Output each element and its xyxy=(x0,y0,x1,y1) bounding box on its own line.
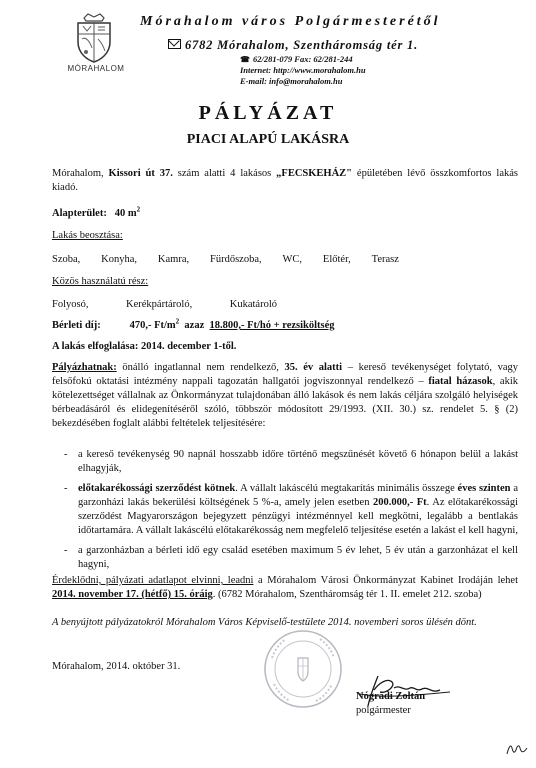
telephone-icon: ☎ xyxy=(240,55,250,64)
applicants-text-1: önálló ingatlannal nem rendelkező, xyxy=(116,362,285,373)
applicants-age: 35. év alatti xyxy=(284,362,343,373)
room-list xyxy=(52,253,399,267)
applicants-label: Pályázhatnak: xyxy=(52,362,117,373)
inquiry-text-1: a Mórahalom Városi Önkormányzat Kabinet Irodáján lehet xyxy=(253,575,518,586)
document-title: PÁLYÁZAT xyxy=(198,102,338,124)
rent-line xyxy=(52,319,335,333)
room-item: Kamra, xyxy=(157,254,190,265)
inquiry-paragraph xyxy=(52,574,518,602)
intro-paragraph xyxy=(52,167,518,195)
condition-lead: előtakarékossági szerződést kötnek xyxy=(78,483,236,494)
rent-price: 470,- Ft/m xyxy=(129,320,176,331)
applicants-paragraph xyxy=(52,361,518,431)
intro-street: Kissori út 37. xyxy=(108,168,173,179)
initials-mark-icon xyxy=(505,742,529,756)
condition-dash: - xyxy=(64,449,68,460)
inquiry-text-2: . (6782 Mórahalom, Szentháromság tér 1. II. emelet 212. szoba) xyxy=(212,589,482,600)
envelope-icon xyxy=(168,39,181,49)
intro-text-1: Mórahalom, xyxy=(52,168,109,179)
common-item: Kukatároló xyxy=(229,299,277,310)
area-value: 40 m xyxy=(114,208,137,219)
rent-label: Bérleti díj: xyxy=(52,320,101,331)
intro-text-3: épületében lévő összkomfortos lakás kiadó. xyxy=(52,168,518,193)
room-item: Szoba, xyxy=(52,254,81,265)
rent-monthly: 18.800,- Ft/hó + rezsiköltség xyxy=(209,320,335,331)
condition-text: a kereső tevékenység 90 napnál hosszabb időre történő megszűnését követő 6 hónapon belül a lakást elhagyják, xyxy=(78,449,518,474)
condition-text: . A vállalt lakáscélú megtakarítás minimális összege xyxy=(235,483,458,494)
room-item: Terasz xyxy=(371,254,399,265)
phone-fax-text: 62/281-079 Fax: 62/281-244 xyxy=(252,54,353,64)
applicants-text-2: – kereső tevékenységet folytató, vagy felsőfokú oktatási intézmény nappali tagozatán hallgatói jogviszonnyal rendelkező – xyxy=(52,362,518,387)
condition-bold: éves szinten xyxy=(457,483,511,494)
intro-text-2: szám alatti 4 lakásos xyxy=(172,168,277,179)
condition-dash: - xyxy=(64,545,68,556)
common-label: Közös használatú rész: xyxy=(52,276,149,287)
condition-item xyxy=(64,448,518,476)
common-list xyxy=(52,298,277,312)
condition-text: a garzonházi lakás bekerülési költségének 5 %-a, amely jelen esetben xyxy=(78,483,518,508)
letterhead-address xyxy=(168,38,418,53)
rent-azaz: azaz xyxy=(184,320,205,331)
condition-text: . Az előtakarékossági szerződést Magyarországon bejegyzett pénzügyi intézménnyel kell megkötni, legalább a bentlakás időtartamára. A vállalt lakáscélú előtakarékosság nem megfelelő teljesítése esetén a lakást el kell hagyni, xyxy=(78,497,518,536)
document-subtitle: PIACI ALAPÚ LAKÁSRA xyxy=(186,132,350,147)
common-item: Kerékpártároló, xyxy=(126,299,193,310)
condition-item xyxy=(64,482,518,538)
conditions-list xyxy=(64,448,518,578)
condition-text: a garzonházban a bérleti idő egy család esetében maximum 5 év lehet, 5 év után a garzonházat el kell hagyni, xyxy=(78,545,518,570)
room-item: Konyha, xyxy=(101,254,138,265)
area-label: Alapterület: xyxy=(52,208,107,219)
official-stamp-icon xyxy=(262,628,344,710)
room-item: Előtér, xyxy=(322,254,351,265)
letterhead-email: E-mail: info@morahalom.hu xyxy=(240,76,343,86)
intro-building-name: „FECSKEHÁZ" xyxy=(276,168,352,179)
inquiry-lead: Érdeklődni, pályázati adatlapot elvinni, leadni xyxy=(52,575,254,586)
applicants-young-couples: fiatal házasok xyxy=(428,376,493,387)
address-text: 6782 Mórahalom, Szentháromság tér 1. xyxy=(185,38,419,52)
applicants-text-3: , akik kötelezettséget vállalnak az Önkormányzat tulajdonában álló lakások és nem lakás céljára szolgáló helyiségek bérbeadásáról és elidegenítéséről szóló, többször módosított 29/1993. (XII. 30.) sz. rendelet 5. § (2) bekezdésében foglalt alábbi feltételek teljesítésére: xyxy=(52,376,518,429)
room-item: WC, xyxy=(282,254,303,265)
layout-label: Lakás beosztása: xyxy=(52,230,123,241)
occupancy-date: A lakás elfoglalása: 2014. december 1-től. xyxy=(52,341,237,352)
date-line: Mórahalom, 2014. október 31. xyxy=(52,661,181,672)
area-line xyxy=(52,207,140,221)
area-unit-exponent: 2 xyxy=(136,205,141,214)
room-item: Fürdőszoba, xyxy=(210,254,262,265)
condition-dash: - xyxy=(64,483,68,494)
signatory-name: Nógrádi Zoltán xyxy=(356,691,426,702)
letterhead-internet: Internet: http://www.morahalom.hu xyxy=(240,65,366,75)
handwritten-signature xyxy=(350,672,460,708)
condition-amount: 200.000,- Ft xyxy=(372,497,427,508)
letterhead-title: Mórahalom város Polgármesterétől xyxy=(140,14,441,29)
rent-unit-exponent: 2 xyxy=(175,317,180,326)
inquiry-deadline: 2014. november 17. (hétfő) 15. óráig xyxy=(52,589,213,600)
decision-note: A benyújtott pályázatokról Mórahalom Város Képviselő-testülete 2014. novemberi soros ülésén dönt. xyxy=(52,617,477,628)
signatory-role: polgármester xyxy=(356,705,411,716)
letterhead-phone xyxy=(240,54,353,64)
logo-caption: MÓRAHALOM xyxy=(67,64,125,73)
city-coat-of-arms-icon xyxy=(72,12,116,64)
condition-item xyxy=(64,544,518,572)
common-item: Folyosó, xyxy=(52,299,89,310)
